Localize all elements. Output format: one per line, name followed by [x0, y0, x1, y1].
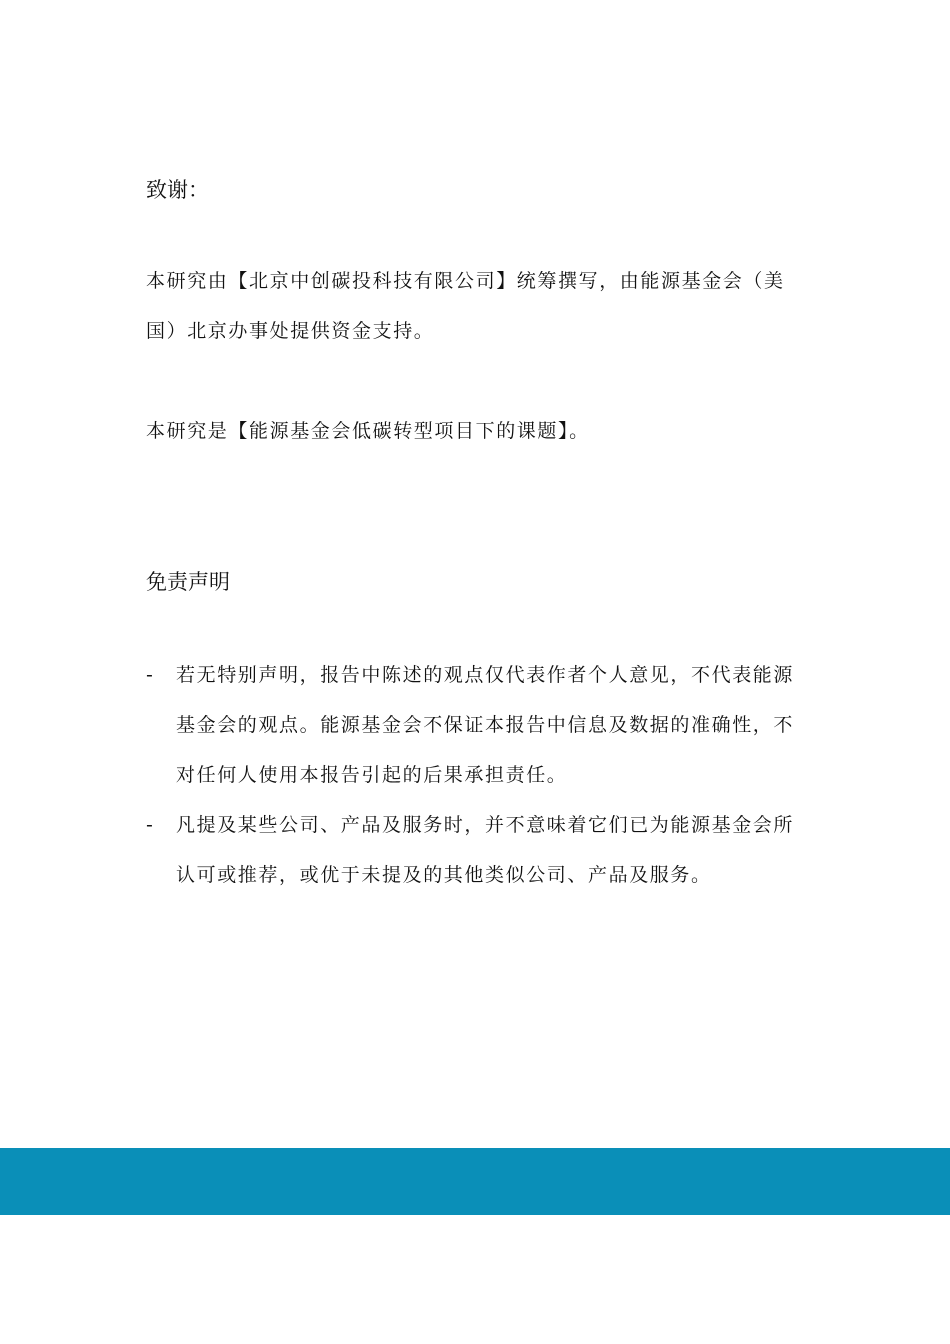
acknowledgement-paragraph-funding: 本研究由【北京中创碳投科技有限公司】统筹撰写，由能源基金会（美国）北京办事处提供资金支持。	[146, 270, 785, 342]
bullet-dash-icon: -	[146, 664, 155, 686]
footer-band	[0, 1148, 950, 1215]
disclaimer-item-text: 凡提及某些公司、产品及服务时，并不意味着它们已为能源基金会所认可或推荐，或优于未提及的其他类似公司、产品及服务。	[176, 814, 795, 886]
bullet-dash-icon: -	[146, 814, 155, 836]
list-item	[146, 650, 806, 800]
disclaimer-item-text: 若无特别声明，报告中陈述的观点仅代表作者个人意见，不代表能源基金会的观点。能源基金会不保证本报告中信息及数据的准确性，不对任何人使用本报告引起的后果承担责任。	[176, 664, 795, 786]
acknowledgement-paragraph-project: 本研究是【能源基金会低碳转型项目下的课题】。	[146, 420, 590, 442]
list-item	[146, 800, 806, 900]
disclaimer-heading: 免责声明	[146, 570, 230, 594]
acknowledgement-heading: 致谢：	[146, 178, 209, 202]
disclaimer-list	[146, 650, 806, 900]
